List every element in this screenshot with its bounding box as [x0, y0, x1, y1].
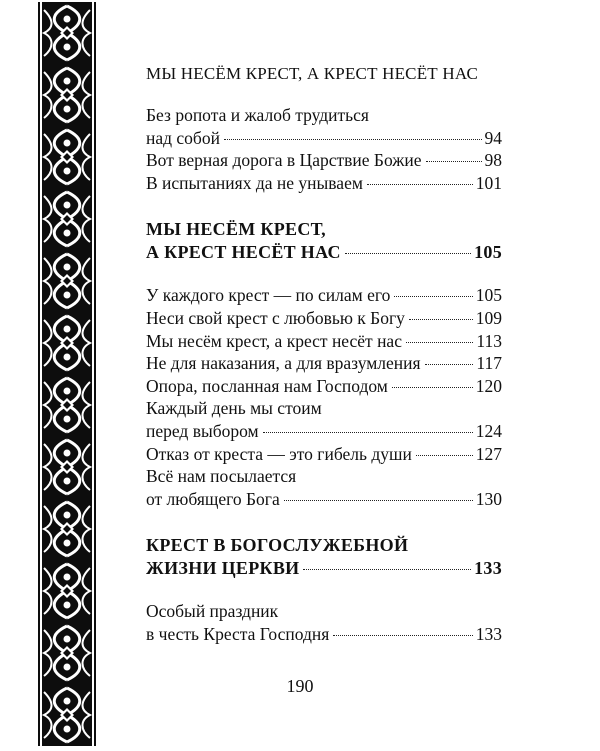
toc-page-number: 127 — [475, 443, 502, 464]
spacer — [146, 510, 502, 534]
toc-title-line: над собой — [146, 127, 220, 148]
toc-page-number: 120 — [475, 375, 502, 396]
toc-title-line: А КРЕСТ НЕСЁТ НАС — [146, 242, 341, 263]
toc-title-line: Без ропота и жалоб трудиться — [146, 105, 369, 125]
toc-title-line: ЖИЗНИ ЦЕРКВИ — [146, 558, 300, 579]
toc-page-number: 105 — [475, 285, 502, 306]
toc-title-line: Каждый день мы стоим — [146, 398, 322, 419]
dot-leader — [416, 455, 473, 456]
dot-leader — [392, 387, 473, 388]
decorative-ornament-border — [38, 2, 96, 746]
toc-entry[interactable] — [146, 600, 502, 645]
toc-title-line: КРЕСТ В БОГОСЛУЖЕБНОЙ — [146, 535, 409, 556]
toc-entry[interactable] — [146, 397, 502, 442]
toc-title-line: Неси свой крест с любовью к Богу — [146, 307, 405, 328]
dot-leader — [409, 319, 473, 320]
toc-page-number: 130 — [475, 488, 502, 509]
toc-entry[interactable] — [146, 465, 502, 510]
toc-page-number: 124 — [475, 420, 502, 441]
toc-title-line: Мы несём крест, а крест несёт нас — [146, 330, 402, 351]
toc-entry[interactable] — [146, 172, 502, 195]
toc-title-line: МЫ НЕСЁМ КРЕСТ, — [146, 219, 326, 240]
toc-entry[interactable] — [146, 104, 502, 149]
toc-title-line: Не для наказания, а для вразумления — [146, 353, 421, 374]
dot-leader — [333, 635, 472, 636]
toc-page-number: 105 — [474, 242, 502, 263]
toc-page-number: 117 — [476, 353, 502, 374]
toc-section[interactable] — [146, 534, 502, 580]
table-of-contents — [146, 104, 502, 646]
toc-entry[interactable] — [146, 443, 502, 466]
toc-entry[interactable] — [146, 307, 502, 330]
dot-leader — [224, 139, 482, 140]
toc-title-line: в честь Креста Господня — [146, 623, 330, 644]
dot-leader — [426, 161, 482, 162]
toc-page-number: 109 — [475, 307, 502, 328]
toc-page-number: 101 — [475, 172, 502, 193]
toc-title-line: Вот верная дорога в Царствие Божие — [146, 150, 422, 171]
toc-title-line: от любящего Бога — [146, 488, 280, 509]
toc-entry[interactable] — [146, 352, 502, 375]
toc-page-number: 133 — [475, 623, 502, 644]
spacer — [146, 580, 502, 600]
toc-entry[interactable] — [146, 375, 502, 398]
toc-title-line: Особый праздник — [146, 601, 279, 622]
dot-leader — [263, 432, 473, 433]
dot-leader — [394, 296, 472, 297]
spacer — [146, 194, 502, 218]
toc-title-line: Всё нам посылается — [146, 466, 297, 487]
dot-leader — [303, 569, 471, 570]
dot-leader — [284, 500, 473, 501]
dot-leader — [367, 184, 473, 185]
toc-title-line: Опора, посланная нам Господом — [146, 375, 388, 396]
running-header: МЫ НЕСЁМ КРЕСТ, А КРЕСТ НЕСЁТ НАС — [146, 64, 478, 83]
dot-leader — [345, 253, 471, 254]
toc-page-number: 113 — [476, 330, 502, 351]
dot-leader — [406, 342, 473, 343]
toc-title-line: В испытаниях да не унываем — [146, 172, 363, 193]
dot-leader — [425, 364, 474, 365]
toc-page-number: 94 — [484, 127, 502, 148]
toc-entry[interactable] — [146, 284, 502, 307]
toc-entry[interactable] — [146, 330, 502, 353]
toc-page-number: 98 — [484, 150, 502, 171]
toc-page-number: 133 — [474, 558, 502, 579]
toc-title-line: перед выбором — [146, 420, 259, 441]
spacer — [146, 264, 502, 284]
toc-title-line: У каждого крест — по силам его — [146, 285, 391, 306]
page-number: 190 — [286, 676, 314, 696]
toc-section[interactable] — [146, 218, 502, 264]
toc-title-line: Отказ от креста — это гибель души — [146, 443, 412, 464]
toc-entry[interactable] — [146, 149, 502, 172]
